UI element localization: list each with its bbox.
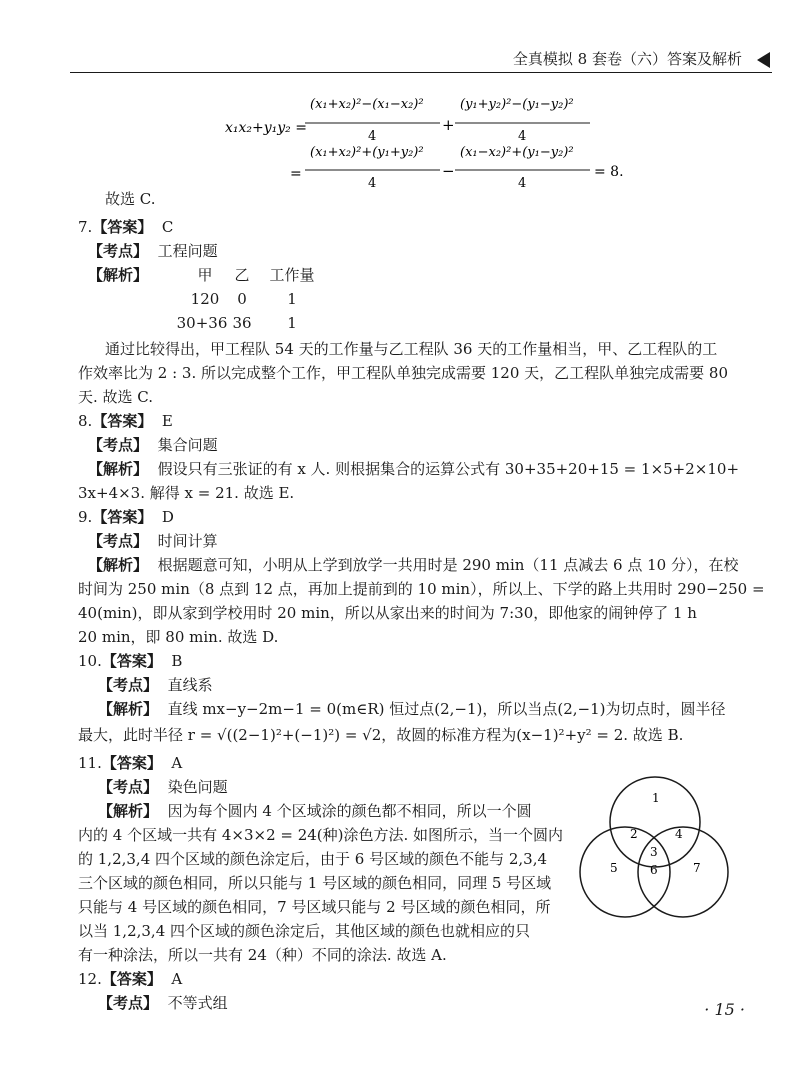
q10-analysis-line: 最大，此时半径 r = √((2−1)²+(−1)²) = √2，故圆的标准方程为(x−1)²+y² = 2. 故选 B. [78, 726, 684, 744]
arrow-left-icon [757, 52, 770, 68]
q11-point: 染色问题 [167, 778, 228, 796]
q11-point-row [98, 776, 228, 798]
q9-answer-row [78, 506, 174, 528]
venn-region-label: 4 [675, 827, 683, 841]
q9-analysis-row [88, 554, 738, 576]
q11-answer: A [171, 754, 183, 772]
q9-point-tag: 【考点】 [88, 532, 149, 550]
q12-point-row [98, 992, 228, 1014]
formula-frac1-numerator: (x₁+x₂)²−(x₁−x₂)² [310, 97, 424, 112]
table-cell: 1 [287, 314, 297, 332]
q11-number: 11. [78, 754, 102, 772]
q11-analysis-row [98, 800, 532, 822]
q8-analysis-tag: 【解析】 [88, 460, 149, 478]
q10-answer-tag: 【答案】 [101, 652, 162, 670]
q6-conclusion: 故选 C. [105, 190, 156, 208]
q9-analysis-tag: 【解析】 [88, 556, 149, 574]
q11-analysis-tag: 【解析】 [98, 802, 159, 820]
q10-analysis-row [98, 698, 726, 720]
q9-analysis-text: 根据题意可知，小明从上学到放学一共用时是 290 min（11 点减去 6 点 10 分），在校 [157, 556, 739, 574]
q7-point-tag: 【考点】 [88, 242, 149, 260]
q8-answer-row [78, 410, 173, 432]
table-header: 乙 [234, 266, 250, 284]
q8-analysis-line: 3x+4×3. 解得 x = 21. 故选 E. [78, 484, 295, 502]
q8-answer-tag: 【答案】 [92, 412, 153, 430]
q8-analysis-text: 假设只有三张证的有 x 人. 则根据集合的运算公式有 30+35+20+15 = 1×5+2×10+ [157, 460, 740, 478]
q7-answer-tag: 【答案】 [92, 218, 153, 236]
formula-block [0, 90, 800, 200]
table-cell: 120 [190, 290, 220, 308]
q7-analysis-label: 【解析】 [88, 266, 149, 284]
q10-analysis-tag: 【解析】 [98, 700, 159, 718]
table-header: 甲 [197, 266, 213, 284]
table-cell: 0 [237, 290, 247, 308]
q11-analysis-line: 只能与 4 号区域的颜色相同，7 号区域只能与 2 号区域的颜色相同，所 [78, 898, 551, 916]
table-cell: 36 [232, 314, 252, 332]
q7-number: 7. [78, 218, 93, 236]
page-number: · 15 · [704, 1000, 745, 1019]
q10-point-row [98, 674, 213, 696]
q10-analysis-text: 直线 mx−y−2m−1 = 0(m∈R) 恒过点(2,−1)，所以当点(2,−1)为切点时，圆半径 [167, 700, 726, 718]
formula-frac2-numerator: (y₁+y₂)²−(y₁−y₂)² [460, 97, 574, 112]
q7-text-line: 天. 故选 C. [78, 388, 154, 406]
q9-answer-tag: 【答案】 [92, 508, 153, 526]
q7-point-row [88, 240, 218, 262]
q10-point: 直线系 [167, 676, 213, 694]
q9-number: 9. [78, 508, 93, 526]
q9-point: 时间计算 [157, 532, 218, 550]
formula-plus: + [442, 116, 455, 134]
q11-analysis-line: 以当 1,2,3,4 四个区域的颜色涂定后，其他区域的颜色也就相应的只 [78, 922, 531, 940]
q11-analysis-line: 三个区域的颜色相同，所以只能与 1 号区域的颜色相同，同理 5 号区域 [78, 874, 552, 892]
formula-frac3-denominator: 4 [368, 176, 377, 191]
venn-diagram [575, 770, 755, 950]
q9-analysis-line: 40(min)，即从家到学校用时 20 min，所以从家出来的时间为 7:30，即他家的闹钟停了 1 h [78, 604, 697, 622]
q12-point: 不等式组 [167, 994, 228, 1012]
formula-lhs: x₁x₂+y₁y₂ = [225, 120, 307, 136]
formula-frac4-numerator: (x₁−x₂)²+(y₁−y₂)² [460, 145, 574, 160]
q9-analysis-line: 20 min，即 80 min. 故选 D. [78, 628, 279, 646]
formula-frac4-denominator: 4 [518, 176, 527, 191]
q11-answer-tag: 【答案】 [101, 754, 162, 772]
formula-minus: − [442, 162, 455, 180]
venn-region-label: 6 [650, 863, 658, 877]
q9-analysis-line: 时间为 250 min（8 点到 12 点，再加上提前到的 10 min），所以上、下学的路上共用时 290−250 = [78, 580, 765, 598]
q8-number: 8. [78, 412, 93, 430]
q7-point: 工程问题 [157, 242, 218, 260]
q12-answer-tag: 【答案】 [101, 970, 162, 988]
q11-analysis-text: 因为每个圆内 4 个区域涂的颜色都不相同，所以一个圆 [167, 802, 532, 820]
q7-answer-row [78, 216, 173, 238]
venn-region-label: 2 [630, 827, 638, 841]
q7-analysis-tag [88, 264, 148, 286]
q12-number: 12. [78, 970, 102, 988]
q8-point: 集合问题 [157, 436, 218, 454]
table-cell: 1 [287, 290, 297, 308]
running-header: 全真模拟 8 套卷（六）答案及解析 [512, 50, 742, 68]
q12-answer: A [171, 970, 183, 988]
q10-point-tag: 【考点】 [98, 676, 159, 694]
formula-frac1-denominator: 4 [368, 129, 377, 144]
q10-answer-row [78, 650, 182, 672]
header-divider [70, 72, 772, 73]
q11-point-tag: 【考点】 [98, 778, 159, 796]
q7-text-line: 作效率比为 2 : 3. 所以完成整个工作，甲工程队单独完成需要 120 天，乙工程队单独完成需要 80 [78, 364, 729, 382]
q8-answer: E [161, 412, 173, 430]
q8-point-row [88, 434, 218, 456]
formula-frac3-numerator: (x₁+x₂)²+(y₁+y₂)² [310, 145, 424, 160]
formula-equals: = [290, 166, 302, 182]
q7-answer: C [161, 218, 174, 236]
q8-point-tag: 【考点】 [88, 436, 149, 454]
q9-point-row [88, 530, 218, 552]
q11-analysis-line: 有一种涂法，所以一共有 24（种）不同的涂法. 故选 A. [78, 946, 447, 964]
q12-point-tag: 【考点】 [98, 994, 159, 1012]
q12-answer-row [78, 968, 182, 990]
formula-frac2-denominator: 4 [518, 129, 527, 144]
q10-answer: B [171, 652, 183, 670]
q8-analysis-row [88, 458, 739, 480]
q9-answer: D [161, 508, 174, 526]
q11-analysis-line: 内的 4 个区域一共有 4×3×2 = 24(种)涂色方法. 如图所示，当一个圆内 [78, 826, 564, 844]
venn-region-label: 5 [610, 861, 618, 875]
venn-region-label: 1 [652, 791, 660, 805]
q11-analysis-line: 的 1,2,3,4 四个区域的颜色涂定后，由于 6 号区域的颜色不能与 2,3,4 [78, 850, 548, 868]
q7-text-line: 通过比较得出，甲工程队 54 天的工作量与乙工程队 36 天的工作量相当，甲、乙工程队的工 [105, 340, 718, 358]
venn-region-label: 3 [650, 845, 658, 859]
q10-number: 10. [78, 652, 102, 670]
venn-region-label: 7 [693, 861, 701, 875]
q11-answer-row [78, 752, 182, 774]
table-cell: 30+36 [176, 314, 228, 332]
table-header: 工作量 [269, 266, 315, 284]
formula-result: = 8. [594, 164, 624, 180]
